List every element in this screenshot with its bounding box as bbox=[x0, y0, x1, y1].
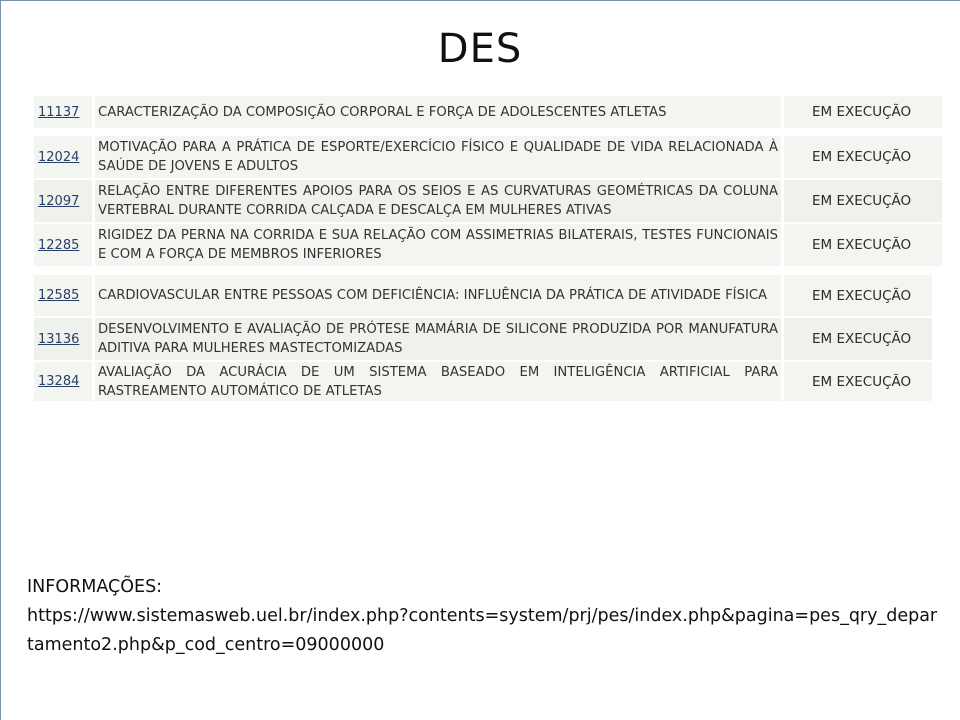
project-code-cell bbox=[34, 180, 92, 222]
project-title-cell bbox=[95, 136, 781, 178]
project-status: EM EXECUÇÃO bbox=[812, 331, 912, 347]
project-title-cell bbox=[95, 180, 781, 222]
table-row bbox=[34, 275, 934, 316]
project-status-cell bbox=[784, 318, 932, 360]
projects-table-group2 bbox=[34, 275, 934, 403]
project-title: CARACTERIZAÇÃO DA COMPOSIÇÃO CORPORAL E FORÇA DE ADOLESCENTES ATLETAS bbox=[98, 104, 667, 120]
project-title: CARDIOVASCULAR ENTRE PESSOAS COM DEFICIÊNCIA: INFLUÊNCIA DA PRÁTICA DE ATIVIDADE FÍSICA bbox=[98, 288, 768, 303]
slide-border-left bbox=[0, 0, 1, 720]
project-status: EM EXECUÇÃO bbox=[812, 237, 912, 253]
table-row bbox=[34, 318, 934, 360]
table-row bbox=[34, 362, 934, 401]
project-status-cell bbox=[784, 136, 942, 178]
project-status: EM EXECUÇÃO bbox=[812, 149, 912, 165]
info-block bbox=[27, 573, 942, 660]
info-url[interactable]: https://www.sistemasweb.uel.br/index.php?contents=system/prj/pes/index.php&pagina=pes_qry_departamento2.php&p_cod_centro=09000000 bbox=[27, 606, 938, 655]
table-row bbox=[34, 136, 944, 178]
project-code-link[interactable]: 12024 bbox=[38, 149, 80, 165]
project-title: RELAÇÃO ENTRE DIFERENTES APOIOS PARA OS SEIOS E AS CURVATURAS GEOMÉTRICAS DA COLUNA VERTEBRAL DURANTE CORRIDA CALÇADA E DESCALÇA EM MULHERES ATIVAS bbox=[98, 184, 778, 218]
project-code-link[interactable]: 12585 bbox=[38, 288, 80, 303]
project-code-link[interactable]: 11137 bbox=[38, 104, 80, 120]
project-title-cell bbox=[95, 362, 781, 401]
project-code-cell bbox=[34, 318, 92, 360]
project-status-cell bbox=[784, 275, 932, 316]
slide-title: DES bbox=[437, 26, 523, 72]
info-label: INFORMAÇÕES: bbox=[27, 577, 163, 597]
table-row bbox=[34, 224, 944, 266]
project-code-cell bbox=[34, 136, 92, 178]
project-title: AVALIAÇÃO DA ACURÁCIA DE UM SISTEMA BASEADO EM INTELIGÊNCIA ARTIFICIAL PARA RASTREAMENTO AUTOMÁTICO DE ATLETAS bbox=[98, 364, 778, 399]
project-status: EM EXECUÇÃO bbox=[812, 193, 912, 209]
project-status-cell bbox=[784, 362, 932, 401]
project-status: EM EXECUÇÃO bbox=[812, 373, 912, 390]
table-row bbox=[34, 96, 944, 128]
project-title-cell bbox=[95, 275, 781, 316]
project-title-cell bbox=[95, 96, 781, 128]
project-code-cell bbox=[34, 96, 92, 128]
project-status-cell bbox=[784, 180, 942, 222]
project-title: RIGIDEZ DA PERNA NA CORRIDA E SUA RELAÇÃO COM ASSIMETRIAS BILATERAIS, TESTES FUNCIONAIS E COM A FORÇA DE MEMBROS INFERIORES bbox=[98, 228, 778, 262]
slide-border-top bbox=[0, 0, 960, 1]
table-row bbox=[34, 180, 944, 222]
project-code-cell bbox=[34, 362, 92, 401]
project-status-cell bbox=[784, 224, 942, 266]
project-title-cell bbox=[95, 224, 781, 266]
project-title-cell bbox=[95, 318, 781, 360]
project-code-link[interactable]: 12097 bbox=[38, 193, 80, 209]
project-code-link[interactable]: 13136 bbox=[38, 331, 80, 347]
project-status: EM EXECUÇÃO bbox=[812, 104, 912, 120]
project-code-link[interactable]: 12285 bbox=[38, 237, 80, 253]
project-status-cell bbox=[784, 96, 942, 128]
project-code-link[interactable]: 13284 bbox=[38, 374, 80, 389]
project-code-cell bbox=[34, 224, 92, 266]
project-status: EM EXECUÇÃO bbox=[812, 287, 912, 304]
project-title: DESENVOLVIMENTO E AVALIAÇÃO DE PRÓTESE MAMÁRIA DE SILICONE PRODUZIDA POR MANUFATURA ADITIVA PARA MULHERES MASTECTOMIZADAS bbox=[98, 322, 778, 356]
projects-table-group1 bbox=[34, 96, 944, 268]
project-title: MOTIVAÇÃO PARA A PRÁTICA DE ESPORTE/EXERCÍCIO FÍSICO E QUALIDADE DE VIDA RELACIONADA À SAÚDE DE JOVENS E ADULTOS bbox=[98, 140, 778, 174]
project-code-cell bbox=[34, 275, 92, 316]
